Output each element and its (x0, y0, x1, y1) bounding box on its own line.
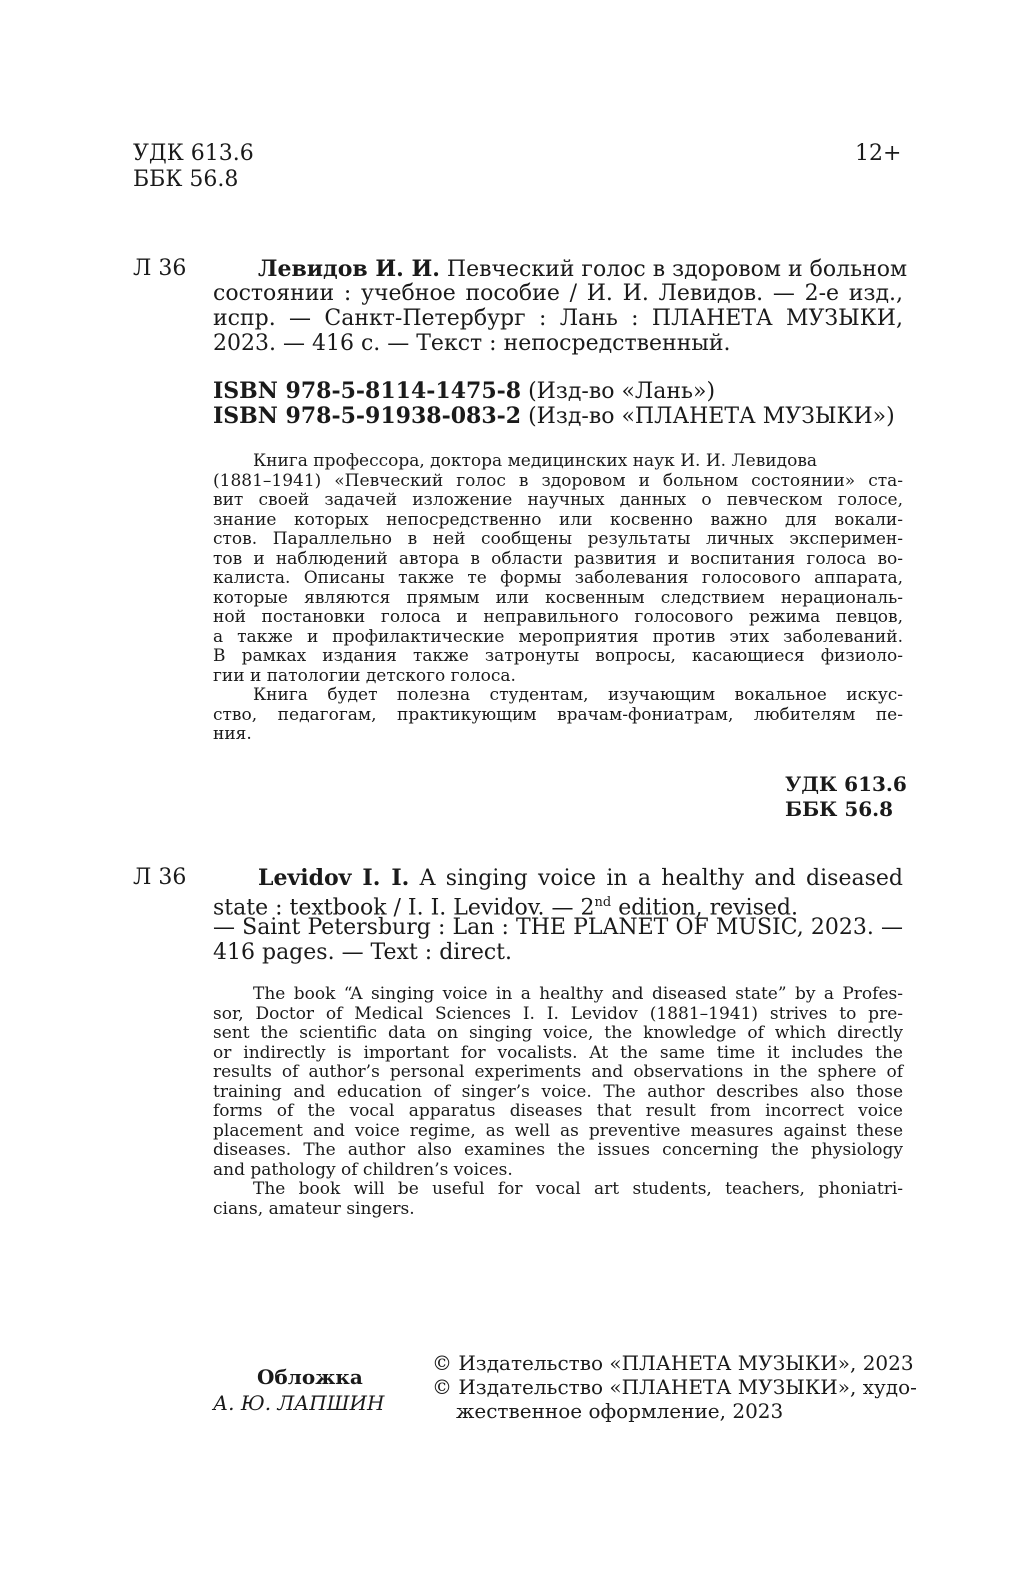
ru-abstract-line: которые являются прямым или косвенным следствием нерациональ- (213, 587, 903, 608)
ru-abstract-line: (1881–1941) «Певческий голос в здоровом и больном состоянии» ста- (213, 470, 903, 491)
en-abstract-line: placement and voice regime, as well as preventive measures against these (213, 1120, 903, 1141)
en-entry-code: Л 36 (133, 865, 187, 890)
en-entry-line-2-b: edition, revised. (618, 895, 799, 921)
ru-abstract-line: гии и патологии детского голоса. (213, 665, 516, 686)
en-entry-line-2-sup: nd (594, 895, 612, 910)
ru-abstract-line: тов и наблюдений автора в области развития и воспитания голоса во- (213, 548, 903, 569)
ru-abstract-line: знание которых непосредственно или косвенно важно для вокали- (213, 509, 903, 530)
isbn-lan-publisher: (Изд-во «Лань») (528, 379, 716, 404)
en-abstract-line: results of author’s personal experiments and observations in the sphere of (213, 1062, 903, 1082)
ru-abstract-line: ния. (213, 724, 252, 744)
ru-entry-udk: УДК 613.6 (785, 772, 907, 796)
age-rating: 12+ (855, 141, 902, 166)
ru-entry-title: Певческий голос в здоровом и больном (446, 257, 908, 282)
ru-abstract-line: Книга будет полезна студентам, изучающим вокальное искус- (253, 685, 903, 705)
isbn-lan-number: ISBN 978-5-8114-1475-8 (213, 378, 522, 404)
ru-abstract-line: калиста. Описаны также те формы заболевания голосового аппарата, (213, 568, 903, 588)
ru-abstract-line: Книга профессора, доктора медицинских наук И. И. Левидова (253, 451, 818, 471)
ru-abstract-line: а также и профилактические мероприятия против этих заболеваний. (213, 626, 903, 647)
copyright-1: © Издательство «ПЛАНЕТА МУЗЫКИ», 2023 (432, 1351, 914, 1375)
en-abstract-line: The book “A singing voice in a healthy and diseased state” by a Profes- (253, 984, 903, 1004)
ru-entry-line-4: 2023. — 416 с. — Текст : непосредственный. (213, 331, 731, 356)
cover-artist: А. Ю. ЛАПШИН (213, 1391, 385, 1415)
isbn-lan (213, 379, 715, 404)
en-abstract-line: cians, amateur singers. (213, 1198, 415, 1219)
en-abstract-line: diseases. The author also examines the issues concerning the physiology (213, 1140, 903, 1160)
en-abstract-line: The book will be useful for vocal art students, teachers, phoniatri- (253, 1179, 903, 1199)
en-abstract-line: and pathology of children’s voices. (213, 1159, 513, 1180)
ru-abstract-line: ной постановки голоса и неправильного голосового режима певцов, (213, 607, 903, 627)
header-bbk: ББК 56.8 (133, 167, 239, 192)
ru-entry-author: Левидов И. И. (258, 256, 440, 282)
en-entry-line-1 (258, 866, 903, 891)
ru-abstract-line: ство, педагогам, практикующим врачам-фониатрам, любителям пе- (213, 704, 903, 725)
ru-entry-line-3: испр. — Санкт-Петербург : Лань : ПЛАНЕТА МУЗЫКИ, (213, 306, 903, 331)
en-abstract-line: sent the scientific data on singing voice, the knowledge of which directly (213, 1023, 903, 1043)
en-entry-author: Levidov I. I. (258, 865, 410, 891)
ru-entry-line-1 (258, 257, 907, 282)
en-abstract-line: training and education of singer’s voice. The author describes also those (213, 1081, 903, 1102)
ru-entry-line-2: состоянии : учебное пособие / И. И. Левидов. — 2-е изд., (213, 281, 903, 306)
isbn-planeta-publisher: (Изд-во «ПЛАНЕТА МУЗЫКИ») (528, 404, 895, 429)
header-udk: УДК 613.6 (133, 141, 254, 166)
en-entry-title: A singing voice in a healthy and diseased (419, 866, 903, 891)
ru-entry-bbk: ББК 56.8 (785, 797, 894, 821)
ru-entry-code: Л 36 (133, 256, 187, 281)
en-entry-line-3: — Saint Petersburg : Lan : THE PLANET OF MUSIC, 2023. — (213, 915, 903, 940)
cover-label: Обложка (257, 1365, 363, 1389)
en-entry-line-4: 416 pages. — Text : direct. (213, 940, 512, 965)
copyright-3: жественное оформление, 2023 (456, 1399, 784, 1423)
ru-abstract-line: стов. Параллельно в ней сообщены результаты личных эксперимен- (213, 529, 903, 549)
ru-abstract-line: В рамках издания также затронуты вопросы, касающиеся физиоло- (213, 646, 903, 666)
ru-abstract-line: вит своей задачей изложение научных данных о певческом голосе, (213, 490, 903, 510)
isbn-planeta (213, 404, 895, 429)
en-entry-line-2-a: state : textbook / I. I. Levidov. — 2 (213, 895, 595, 921)
copyright-2: © Издательство «ПЛАНЕТА МУЗЫКИ», худо- (432, 1375, 917, 1399)
en-abstract-line: sor, Doctor of Medical Sciences I. I. Levidov (1881–1941) strives to pre- (213, 1003, 903, 1024)
en-abstract-line: forms of the vocal apparatus diseases that result from incorrect voice (213, 1101, 903, 1121)
isbn-planeta-number: ISBN 978-5-91938-083-2 (213, 403, 522, 429)
en-abstract-line: or indirectly is important for vocalists. At the same time it includes the (213, 1042, 903, 1063)
